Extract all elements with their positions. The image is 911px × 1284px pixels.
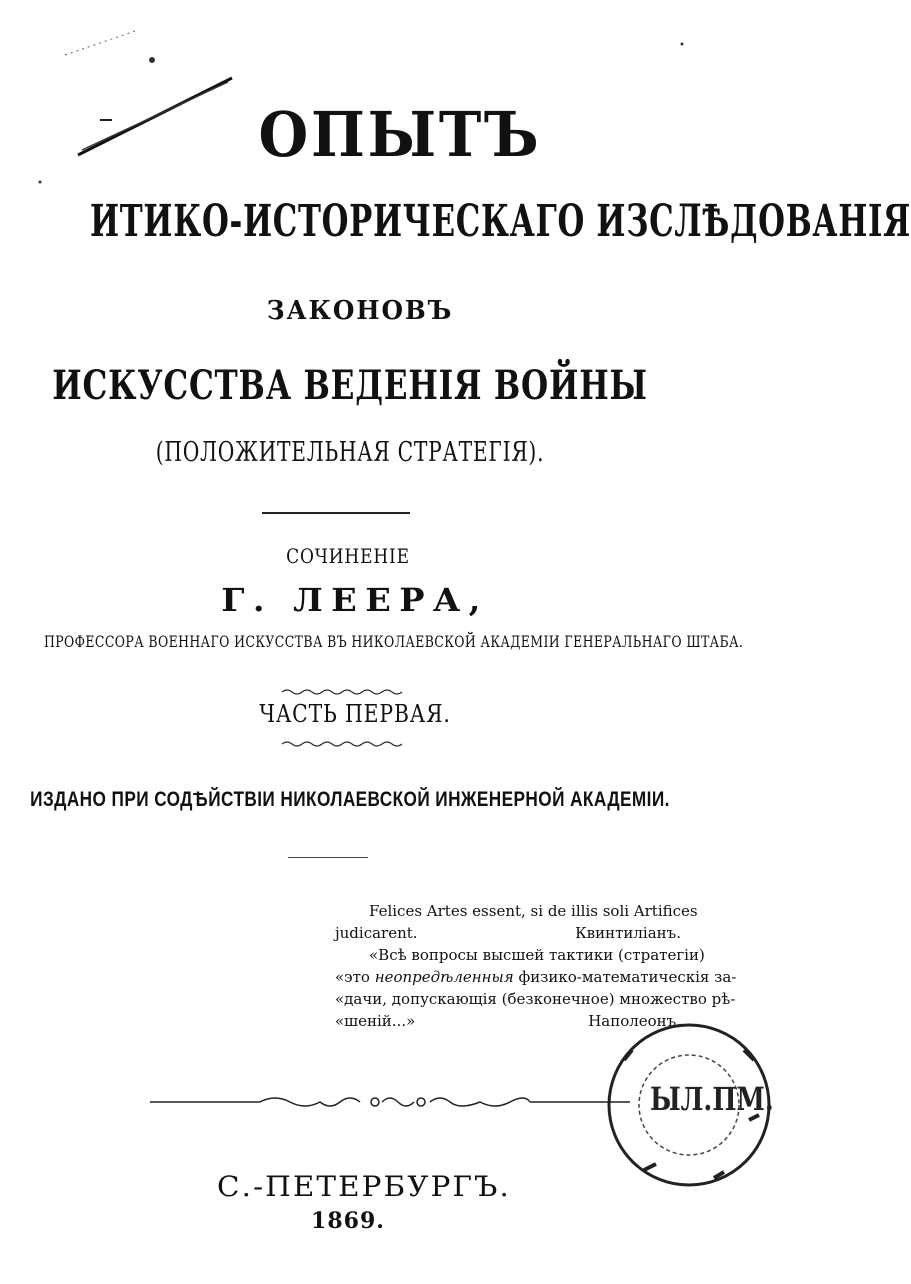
epigraph-2-attribution: Наполеонъ. (588, 1012, 681, 1030)
title-line-2: ИТИКО-ИСТОРИЧЕСКАГО ИЗСЛѢДОВАНІЯ (90, 196, 911, 247)
epigraph-1-line-1: Felices Artes essent, si de illis soli Artifices (369, 902, 698, 920)
emphasis-text: неопредѣленныя (374, 968, 514, 986)
imprint-city: С.-ПЕТЕРБУРГЪ. (217, 1170, 511, 1203)
epigraph-2-line-3: «дачи, допускающія (безконечное) множество рѣ- (335, 990, 736, 1008)
title-line-1: ОПЫТЪ (258, 98, 542, 171)
part-label: ЧАСТЬ ПЕРВАЯ. (259, 700, 451, 728)
epigraph-1-line-2: judicarent. Квинтиліанъ. (335, 924, 681, 942)
epigraph-2-line-2: «это неопредѣленныя физико-математическія за- (335, 968, 737, 986)
epigraph-2-line-4: «шеній...» Наполеонъ. (335, 1012, 681, 1030)
divider-1 (262, 512, 410, 514)
imprint-year: 1869. (311, 1208, 385, 1234)
subtitle: (ПОЛОЖИТЕЛЬНАЯ СТРАТЕГІЯ). (155, 437, 545, 468)
stamp-text: ЫЛ.ПМ. (650, 1080, 774, 1118)
epigraphs (335, 900, 737, 1032)
squiggle-divider-top (282, 688, 402, 696)
epigraph-1-attribution: Квинтиліанъ. (575, 924, 681, 942)
divider-2 (288, 857, 368, 858)
author-position: ПРОФЕССОРА ВОЕННАГО ИСКУССТВА ВЪ НИКОЛАЕВСКОЙ АКАДЕМІИ ГЕНЕРАЛЬНАГО ШТАБА. (44, 632, 744, 651)
title-line-4: ИСКУССТВА ВЕДЕНІЯ ВОЙНЫ (52, 362, 648, 409)
author-intro: СОЧИНЕНІЕ (286, 544, 410, 568)
epigraph-2-line-1: «Всѣ вопросы высшей тактики (стратегіи) (369, 946, 705, 964)
title-line-3: ЗАКОНОВЪ (266, 296, 454, 326)
squiggle-divider-bottom (282, 740, 402, 748)
ornament-divider (150, 1090, 630, 1114)
publisher-note: ИЗДАНО ПРИ СОДѢЙСТВІИ НИКОЛАЕВСКОЙ ИНЖЕНЕРНОЙ АКАДЕМІИ. (30, 788, 670, 811)
author-name: Г. ЛЕЕРА, (221, 581, 489, 619)
